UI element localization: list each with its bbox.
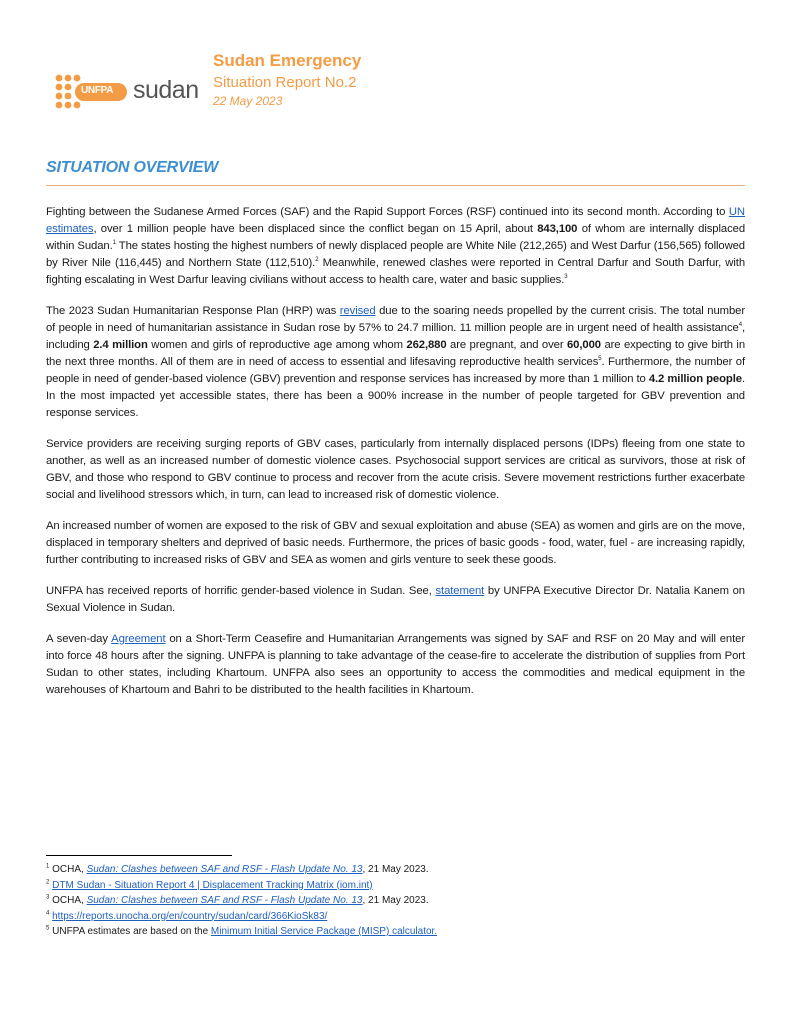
paragraph-hrp: The 2023 Sudan Humanitarian Response Plan (HRP) was revised due to the soaring needs propelled by the current crisis. The total number of people in need of humanitarian assistance in Sudan rose by 57% to 24.7 million. 11 million people are in urgent need of health assistance$^4$, including 2.4 million women and girls of reproductive age among whom 262,880 are pregnant, and over 60,000 are expecting to give birth in the next three months. All of them are in need of access to essential and lifesaving reproductive health services$^5$. Furthermore, the number of people in need of gender-based violence (GBV) prevention and response services has increased by more than 1 million to 4.2 million people. In the most impacted yet accessible states, there has been a 900% increase in the number of people targeted for GBV prevention and response services. <box>46 305 745 419</box>
revised-link[interactable]: revised <box>339 305 376 317</box>
section-divider <box>46 185 745 186</box>
report-body <box>46 204 745 713</box>
footnote-ref: 4 <box>738 322 742 329</box>
footnote-link[interactable]: Sudan: Clashes between SAF and RSF - Flash Update No. 13 <box>86 864 363 875</box>
footnote: $^4$ https://reports.unocha.org/en/country/sudan/card/366KioSk83/ <box>46 910 328 922</box>
paragraph-gbv-reports: Service providers are receiving surging reports of GBV cases, particularly from internally displaced persons (IDPs) fleeing from one state to another, as well as an increased number of domestic violence cases. Psychosocial support services are critical as survivors, those at risk of GBV, and those who respond to GBV continue to process and recover from the acute crisis. Severe movement restrictions further exacerbate social and livelihood stressors which, in turn, can lead to increased risk of domestic violence. <box>46 438 745 501</box>
footnote-ref: 5 <box>598 356 602 363</box>
footnote: $^5$ UNFPA estimates are based on the Minimum Initial Service Package (MISP) calculator. <box>46 925 438 937</box>
logo-country: sudan <box>133 76 199 104</box>
statement-link[interactable]: statement <box>435 585 485 597</box>
footnote-ref: 3 <box>564 274 568 281</box>
report-subtitle: Situation Report No.2 <box>213 74 357 91</box>
un-estimates-link[interactable]: UN estimates <box>46 206 745 235</box>
agreement-link[interactable]: Agreement <box>111 633 166 645</box>
section-title: SITUATION OVERVIEW <box>46 159 219 176</box>
footnote-ref: 2 <box>315 257 319 264</box>
footnote-divider <box>46 855 232 856</box>
report-title: Sudan Emergency <box>213 51 362 70</box>
footnote-link[interactable]: https://reports.unocha.org/en/country/sudan/card/366KioSk83/ <box>52 910 328 922</box>
unfpa-sudan-logo <box>55 72 199 112</box>
footnote-link[interactable]: Sudan: Clashes between SAF and RSF - Flash Update No. 13 <box>86 895 363 906</box>
paragraph-statement: UNFPA has received reports of horrific gender-based violence in Sudan. See, statement by UNFPA Executive Director Dr. Natalia Kanem on Sexual Violence in Sudan. <box>46 585 745 614</box>
paragraph-sea-risk: An increased number of women are exposed to the risk of GBV and sexual exploitation and abuse (SEA) as women and girls are on the move, displaced in temporary shelters and deprived of basic needs. Furthermore, the prices of basic goods - food, water, fuel - are increasing rapidly, further contributing to increased risks of GBV and SEA as women and girls venture to seek these goods. <box>46 520 745 566</box>
report-date: 22 May 2023 <box>213 94 283 108</box>
footnotes <box>46 862 745 940</box>
paragraph-ceasefire: A seven-day Agreement on a Short-Term Ceasefire and Humanitarian Arrangements was signed by SAF and RSF on 20 May and will enter into force 48 hours after the signing. UNFPA is planning to take advantage of the cease-fire to accelerate the distribution of supplies from Port Sudan to other states, including Khartoum. UNFPA also sees an opportunity to access the commodities and medical equipment in the warehouses of Khartoum and Bahri to be distributed to the health facilities in Khartoum. <box>46 633 745 696</box>
footnote-ref: 1 <box>112 240 116 247</box>
logo-mark: UNFPA <box>81 85 114 96</box>
footnote-link[interactable]: DTM Sudan - Situation Report 4 | Displacement Tracking Matrix (iom.int) <box>52 879 373 891</box>
footnote: $^3$ OCHA, Sudan: Clashes between SAF and RSF - Flash Update No. 13, 21 May 2023. <box>46 894 429 906</box>
report-titles <box>213 52 361 107</box>
footnote-link[interactable]: Minimum Initial Service Package (MISP) calculator. <box>210 926 438 937</box>
footnote: $^1$ OCHA, Sudan: Clashes between SAF and RSF - Flash Update No. 13, 21 May 2023. <box>46 863 429 875</box>
footnote: $^2$ DTM Sudan - Situation Report 4 | Displacement Tracking Matrix (iom.int) <box>46 879 373 891</box>
report-header <box>55 50 755 120</box>
paragraph-displacement: Fighting between the Sudanese Armed Forces (SAF) and the Rapid Support Forces (RSF) continued into its second month. According to UN estimates, over 1 million people have been displaced since the conflict began on 15 April, about 843,100 of whom are internally displaced within Sudan.$^1$ The states hosting the highest numbers of newly displaced people are White Nile (212,265) and West Darfur (156,565) followed by River Nile (116,445) and Northern State (112,510).$^2$ Meanwhile, renewed clashes were reported in Central Darfur and South Darfur, with fighting escalating in West Darfur leaving civilians without access to health care, water and basic supplies.$^3$ <box>46 206 745 286</box>
